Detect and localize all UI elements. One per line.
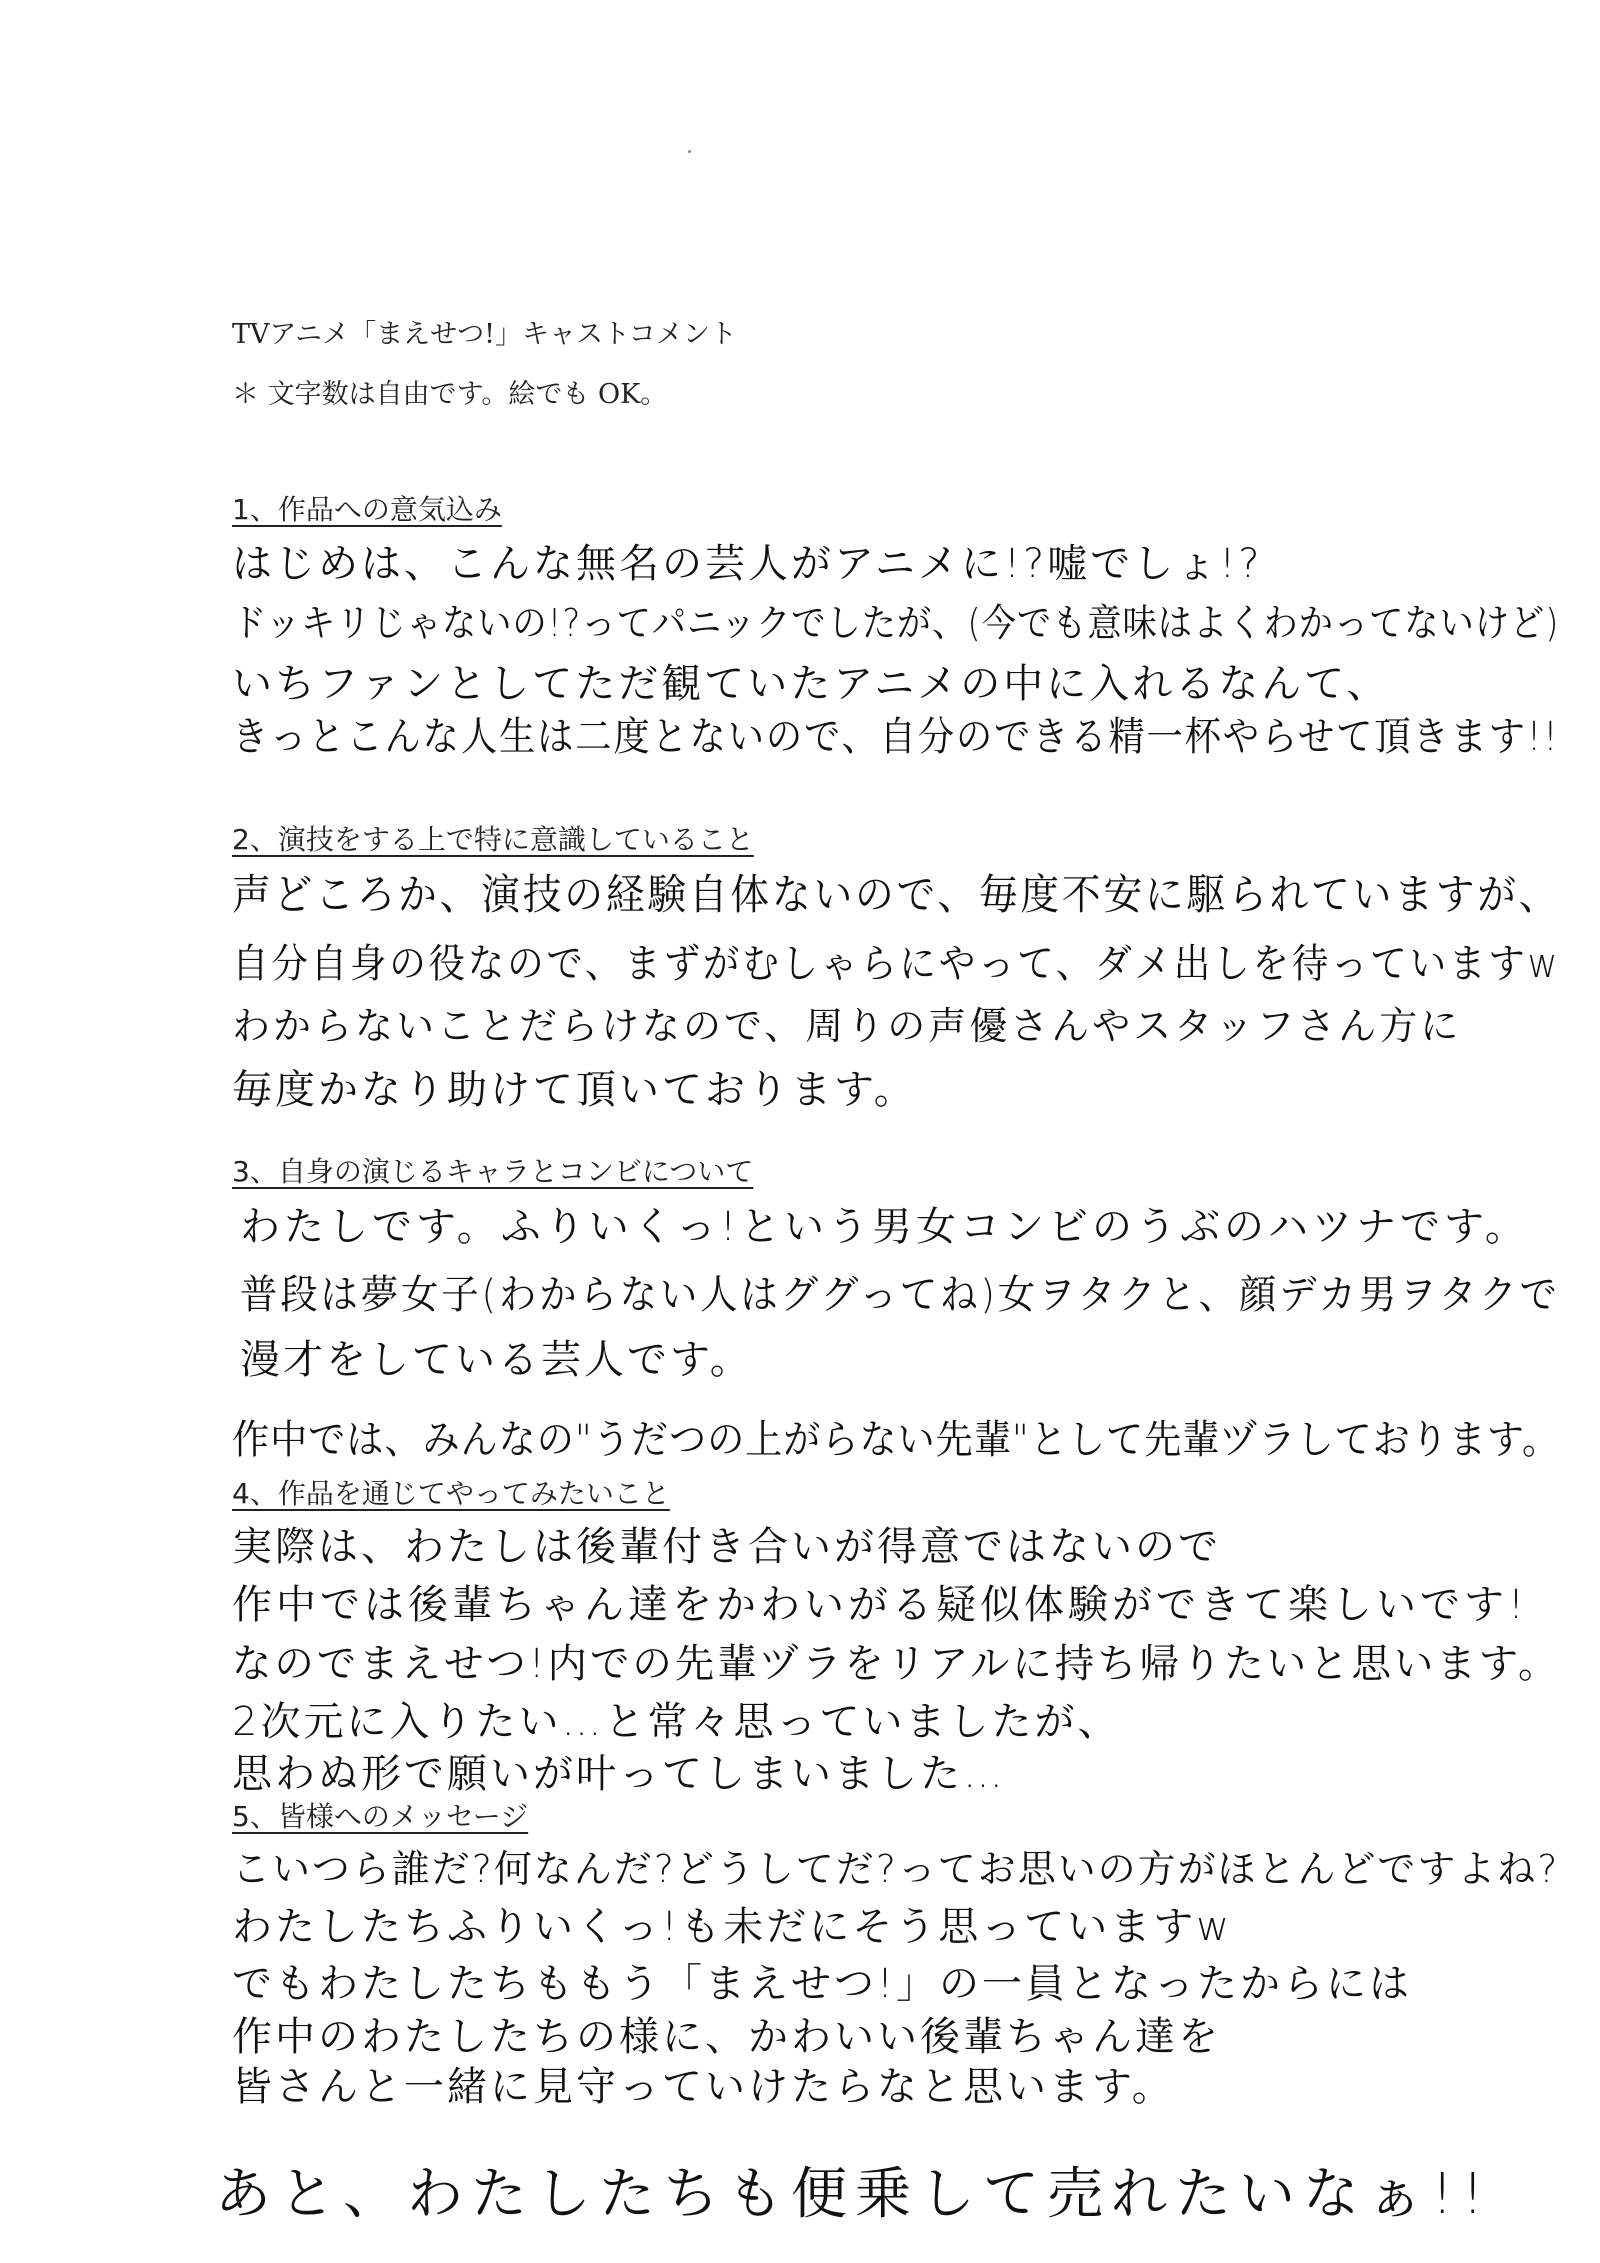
closing-line: あと、わたしたちも便乗して売れたいなぁ!!: [215, 2162, 1492, 2227]
section-5-line-1: こいつら誰だ?何なんだ?どうしてだ?ってお思いの方がほとんどですよね?: [232, 1847, 1560, 1891]
section-4-line-3: なのでまえせつ!内での先輩ヅラをリアルに持ち帰りたいと思います。: [232, 1641, 1561, 1687]
section-1-heading: 1、作品への意気込み: [232, 493, 502, 526]
section-2-line-2: 自分自身の役なので、まずがむしゃらにやって、ダメ出しを待っていますw: [232, 941, 1561, 987]
section-3-line-1: わたしです。ふりいくっ!という男女コンビのうぶのハツナです。: [240, 1204, 1529, 1250]
section-4-line-5: 思わぬ形で願いが叶ってしまいました…: [232, 1751, 1006, 1797]
section-4-line-2: 作中では後輩ちゃん達をかわいがる疑似体験ができて楽しいです!: [232, 1582, 1529, 1628]
section-3-line-3: 漫才をしている芸人です。: [240, 1337, 753, 1383]
section-3-line-4: 作中では、みんなの"うだつの上がらない先輩"として先輩ヅラしております。: [232, 1417, 1561, 1463]
section-4-line-4: 2次元に入りたい…と常々思っていましたが、: [232, 1699, 1121, 1745]
section-1-line-4: きっとこんな人生は二度とないので、自分のできる精一杯やらせて頂きます!!: [232, 714, 1560, 760]
sheet-title: TVアニメ「まえせつ!」キャストコメント: [232, 319, 737, 350]
section-2-line-4: 毎度かなり助けて頂いております。: [232, 1067, 917, 1113]
section-2-line-1: 声どころか、演技の経験自体ないので、毎度不安に駆られていますが、: [232, 870, 1561, 919]
section-1-line-3: いちファンとしてただ観ていたアニメの中に入れるなんて、: [232, 661, 1390, 707]
section-5-heading: 5、皆様へのメッセージ: [232, 1800, 529, 1833]
section-2-line-3: わからないことだらけなので、周りの声優さんやスタッフさん方に: [232, 1004, 1462, 1048]
section-5-line-2: わたしたちふりいくっ!も未だにそう思っていますw: [232, 1904, 1232, 1950]
section-4-heading: 4、作品を通じてやってみたいこと: [232, 1477, 670, 1510]
section-5-line-4: 作中のわたしたちの様に、かわいい後輩ちゃん達を: [232, 2014, 1221, 2060]
sheet-note: ＊ 文字数は自由です。絵でも OK。: [232, 379, 668, 410]
section-5-line-5: 皆さんと一緒に見守っていけたらなと思います。: [232, 2064, 1175, 2110]
section-3-heading: 3、自身の演じるキャラとコンビについて: [232, 1155, 754, 1188]
section-1-line-1: はじめは、こんな無名の芸人がアニメに!?嘘でしょ!?: [232, 541, 1263, 587]
section-2-heading: 2、演技をする上で特に意識していること: [232, 823, 754, 856]
section-4-line-1: 実際は、わたしは後輩付き合いが得意ではないので: [232, 1524, 1221, 1570]
scan-speck: [688, 150, 691, 153]
section-1-line-2: ドッキリじゃないの!?ってパニックでしたが、(今でも意味はよくわかってないけど): [232, 601, 1560, 645]
section-5-line-3: でもわたしたちももう「まえせつ!」の一員となったからには: [232, 1961, 1413, 2007]
section-3-line-2: 普段は夢女子(わからない人はググってね)女ヲタクと、顔デカ男ヲタクで: [240, 1272, 1560, 1318]
